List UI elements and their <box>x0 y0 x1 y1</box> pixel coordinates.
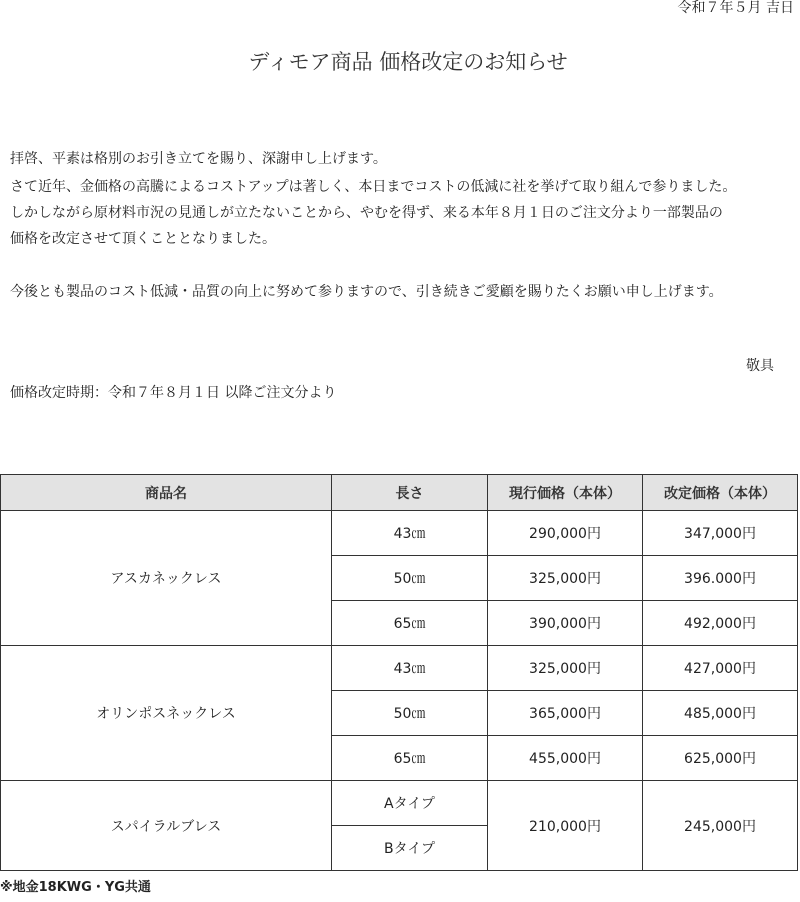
product-name-cell: アスカネックレス <box>1 511 332 646</box>
revised-price-cell: 427,000円 <box>643 646 798 691</box>
current-price-cell: 325,000円 <box>488 556 643 601</box>
header-length: 長さ <box>332 475 488 511</box>
product-name-cell: スパイラルブレス <box>1 781 332 871</box>
header-current-price: 現行価格（本体） <box>488 475 643 511</box>
page-title: ディモア商品 価格改定のお知らせ <box>248 50 568 74</box>
body-line-3: しかしながら原材料市況の見通しが立たないことから、やむを得ず、来る本年８月１日のご注文分より一部製品の <box>10 205 723 221</box>
length-cell: 65㎝ <box>332 601 488 646</box>
revised-price-cell: 347,000円 <box>643 511 798 556</box>
body-line-4: 価格を改定させて頂くこととなりました。 <box>10 231 276 247</box>
revised-price-cell: 625,000円 <box>643 736 798 781</box>
table-row <box>1 511 798 556</box>
footnote: ※地金18KWG・YG共通 <box>0 880 151 895</box>
length-cell: 50㎝ <box>332 556 488 601</box>
current-price-cell: 210,000円 <box>488 781 643 871</box>
closing-salutation: 敬具 <box>746 358 774 374</box>
product-name-cell: オリンポスネックレス <box>1 646 332 781</box>
header-revised-price: 改定価格（本体） <box>643 475 798 511</box>
revised-price-cell: 492,000円 <box>643 601 798 646</box>
length-cell: 43㎝ <box>332 646 488 691</box>
type-cell: Bタイプ <box>332 826 488 871</box>
price-table <box>0 474 798 871</box>
current-price-cell: 325,000円 <box>488 646 643 691</box>
body-line-2: さて近年、金価格の高騰によるコストアップは著しく、本日までコストの低減に社を挙げて取り組んで参りました。 <box>10 179 737 195</box>
length-cell: 50㎝ <box>332 691 488 736</box>
table-header-row <box>1 475 798 511</box>
type-cell: Aタイプ <box>332 781 488 826</box>
table-row <box>1 781 798 826</box>
revision-period: 価格改定時期：令和７年８月１日 以降ご注文分より <box>10 385 337 401</box>
current-price-cell: 390,000円 <box>488 601 643 646</box>
length-cell: 43㎝ <box>332 511 488 556</box>
current-price-cell: 365,000円 <box>488 691 643 736</box>
current-price-cell: 455,000円 <box>488 736 643 781</box>
revised-price-cell: 485,000円 <box>643 691 798 736</box>
date: 令和７年５月 吉日 <box>677 0 794 16</box>
current-price-cell: 290,000円 <box>488 511 643 556</box>
revised-price-cell: 396.000円 <box>643 556 798 601</box>
length-cell: 65㎝ <box>332 736 488 781</box>
body-line-5: 今後とも製品のコスト低減・品質の向上に努めて参りますので、引き続きご愛顧を賜りたくお願い申し上げます。 <box>10 284 723 300</box>
table-row <box>1 646 798 691</box>
header-product-name: 商品名 <box>1 475 332 511</box>
body-line-1: 拝啓、平素は格別のお引き立てを賜り、深謝申し上げます。 <box>10 151 387 167</box>
revised-price-cell: 245,000円 <box>643 781 798 871</box>
